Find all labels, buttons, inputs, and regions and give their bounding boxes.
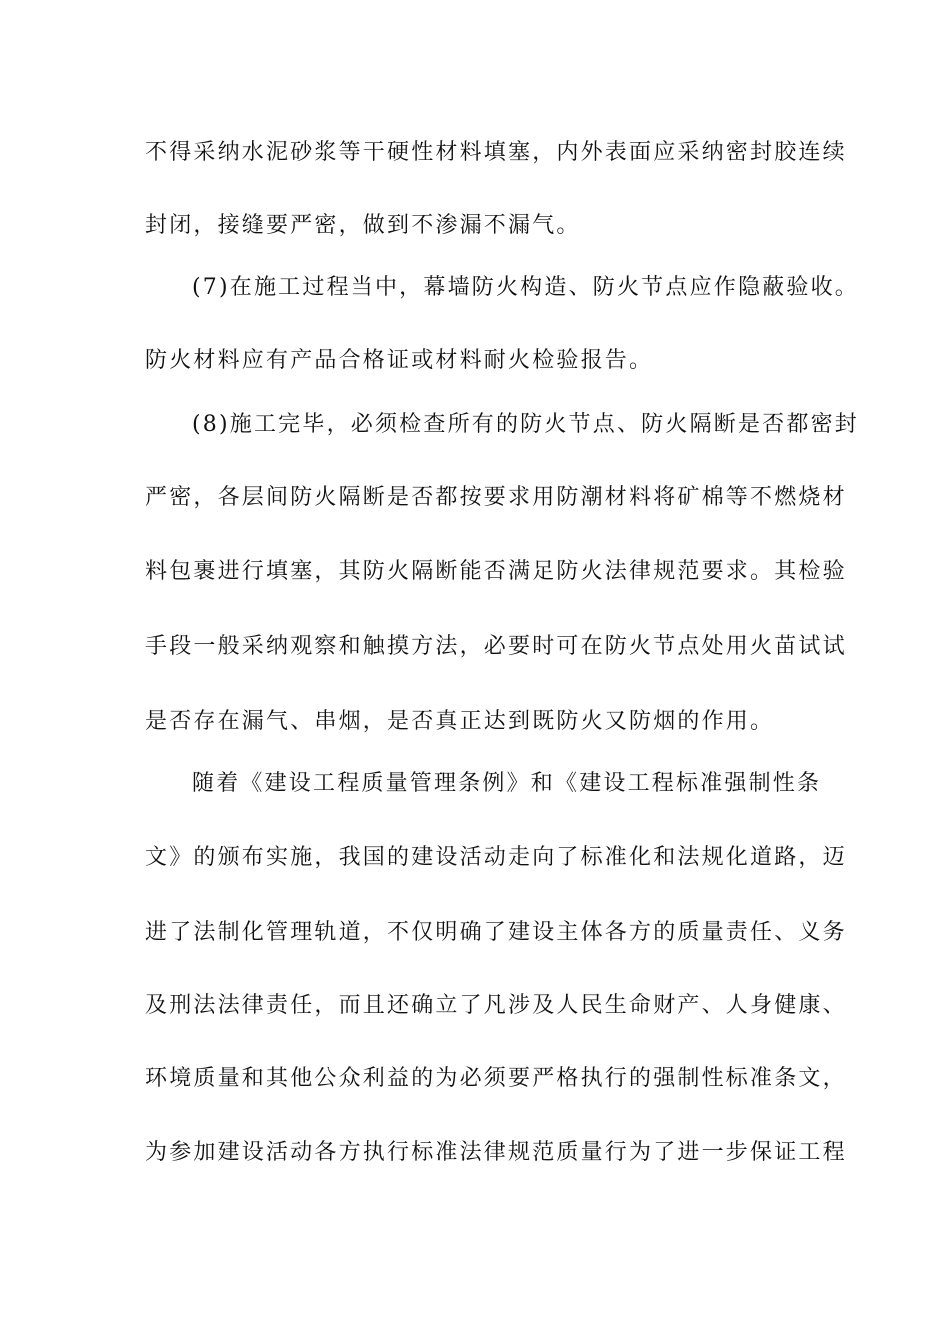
text-line: 及刑法法律责任，而且还确立了凡涉及人民生命财产、人身健康、 <box>145 993 847 1018</box>
text-line: (8)施工完毕，必须检查所有的防火节点、防火隔断是否都密封 <box>192 412 859 437</box>
text-line: 随着《建设工程质量管理条例》和《建设工程标准强制性条 <box>192 771 822 796</box>
text-line: 不得采纳水泥砂浆等干硬性材料填塞，内外表面应采纳密封胶连续 <box>145 140 847 165</box>
text-line: 是否存在漏气、串烟，是否真正达到既防火又防烟的作用。 <box>145 709 775 734</box>
text-line: 进了法制化管理轨道，不仅明确了建设主体各方的质量责任、义务 <box>145 920 847 945</box>
text-line: 封闭，接缝要严密，做到不渗漏不漏气。 <box>145 213 581 238</box>
text-line: 料包裹进行填塞，其防火隔断能否满足防火法律规范要求。其检验 <box>145 559 847 584</box>
text-line: 严密，各层间防火隔断是否都按要求用防潮材料将矿棉等不燃烧材 <box>145 485 847 510</box>
text-line: 环境质量和其他公众利益的为必须要严格执行的强制性标准条文， <box>145 1066 847 1091</box>
text-line: 为参加建设活动各方执行标准法律规范质量行为了进一步保证工程 <box>145 1140 847 1165</box>
text-line: 防火材料应有产品合格证或材料耐火检验报告。 <box>145 348 654 373</box>
text-line: (7)在施工过程当中，幕墙防火构造、防火节点应作隐蔽验收。 <box>192 275 859 300</box>
text-line: 文》的颁布实施，我国的建设活动走向了标准化和法规化道路，迈 <box>145 845 847 870</box>
text-line: 手段一般采纳观察和触摸方法，必要时可在防火节点处用火苗试试 <box>145 634 847 659</box>
